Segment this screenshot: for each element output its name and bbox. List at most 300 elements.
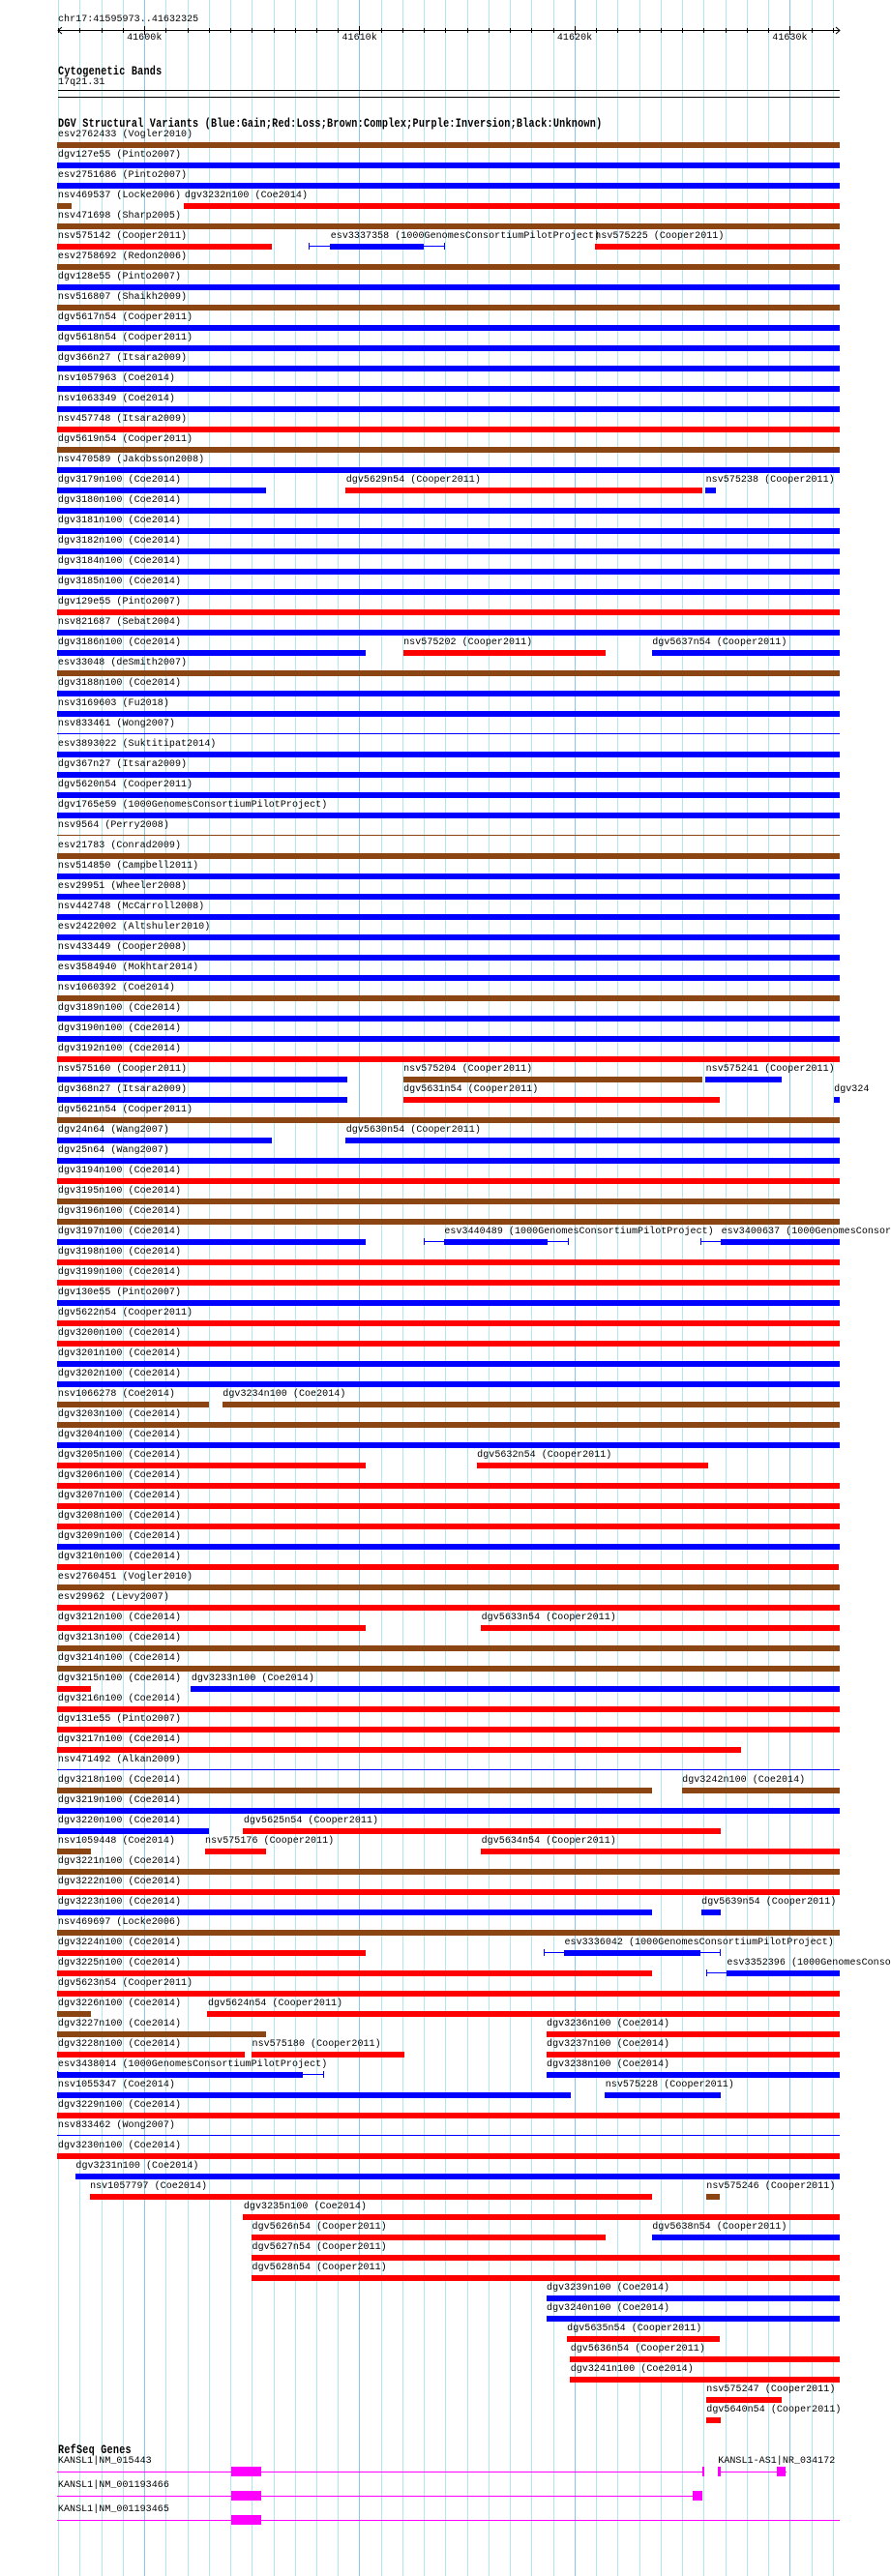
variant-bar[interactable]	[57, 142, 840, 148]
variant-label[interactable]: dgv3182n100 (Coe2014)	[57, 536, 181, 547]
variant-bar[interactable]	[57, 386, 840, 392]
variant-label[interactable]: nsv575176 (Cooper2011)	[205, 1836, 335, 1847]
variant-label[interactable]: dgv366n27 (Itsara2009)	[57, 353, 188, 364]
variant-label[interactable]: nsv516807 (Shaikh2009)	[57, 292, 188, 303]
cytoband-label[interactable]: 17q21.31	[58, 77, 105, 88]
variant-bar[interactable]	[57, 366, 840, 371]
variant-bar[interactable]	[57, 1503, 840, 1509]
variant-label[interactable]: dgv5634n54 (Cooper2011)	[481, 1836, 616, 1847]
variant-bar[interactable]	[57, 163, 840, 168]
variant-bar[interactable]	[345, 488, 702, 493]
variant-label[interactable]: nsv575142 (Cooper2011)	[57, 231, 188, 242]
variant-label[interactable]: dgv3213n100 (Coe2014)	[57, 1633, 181, 1643]
variant-bar[interactable]	[252, 2235, 606, 2240]
variant-bar[interactable]	[481, 1625, 840, 1631]
variant-label[interactable]: esv3440489 (1000GenomesConsortiumPilotProject)	[444, 1227, 714, 1237]
variant-label[interactable]: dgv368n27 (Itsara2009)	[57, 1084, 188, 1095]
variant-label[interactable]: dgv3228n100 (Coe2014)	[57, 2039, 181, 2050]
variant-label[interactable]: dgv367n27 (Itsara2009)	[57, 759, 188, 770]
variant-label[interactable]: dgv5622n54 (Cooper2011)	[57, 1308, 193, 1318]
variant-label[interactable]: nsv575246 (Cooper2011)	[706, 2181, 836, 2192]
variant-label[interactable]: dgv3199n100 (Coe2014)	[57, 1267, 181, 1278]
variant-label[interactable]: nsv1066278 (Coe2014)	[57, 1389, 175, 1400]
variant-bar[interactable]	[243, 2214, 840, 2220]
variant-label[interactable]: nsv575160 (Cooper2011)	[57, 1064, 188, 1075]
variant-label[interactable]: nsv471698 (Sharp2005)	[57, 211, 181, 222]
gene-label[interactable]: KANSL1|NM_001193465	[57, 2504, 169, 2515]
variant-label[interactable]: dgv3222n100 (Coe2014)	[57, 1877, 181, 1887]
variant-bar[interactable]	[57, 1016, 840, 1022]
variant-bar[interactable]	[57, 1828, 208, 1834]
variant-label[interactable]: dgv5638n54 (Cooper2011)	[652, 2222, 787, 2233]
variant-bar[interactable]	[57, 1097, 347, 1103]
variant-bar[interactable]	[57, 569, 840, 575]
variant-bar[interactable]	[57, 1483, 840, 1489]
variant-bar[interactable]	[57, 609, 840, 615]
variant-label[interactable]: dgv3220n100 (Coe2014)	[57, 1816, 181, 1826]
variant-label[interactable]: nsv575241 (Cooper2011)	[705, 1064, 835, 1075]
variant-bar[interactable]	[57, 1077, 347, 1082]
variant-label[interactable]: nsv575180 (Cooper2011)	[252, 2039, 381, 2050]
variant-label[interactable]: dgv3216n100 (Coe2014)	[57, 1694, 181, 1704]
variant-bar[interactable]	[57, 2072, 303, 2078]
variant-label[interactable]: dgv5625n54 (Cooper2011)	[243, 1816, 379, 1826]
variant-bar[interactable]	[57, 894, 840, 900]
variant-bar[interactable]	[57, 975, 840, 981]
variant-bar[interactable]	[403, 1097, 720, 1103]
variant-label[interactable]: dgv130e55 (Pinto2007)	[57, 1288, 181, 1298]
variant-label[interactable]: dgv3242n100 (Coe2014)	[682, 1775, 806, 1786]
variant-line[interactable]	[57, 1769, 840, 1770]
variant-bar[interactable]	[57, 1463, 366, 1468]
variant-bar[interactable]	[207, 2011, 840, 2017]
variant-bar[interactable]	[57, 1930, 840, 1936]
variant-bar[interactable]	[701, 1910, 721, 1915]
variant-label[interactable]: dgv3205n100 (Coe2014)	[57, 1450, 181, 1461]
variant-bar[interactable]	[57, 1361, 840, 1367]
variant-label[interactable]: dgv3197n100 (Coe2014)	[57, 1227, 181, 1237]
variant-bar[interactable]	[57, 1402, 208, 1407]
variant-label[interactable]: dgv24n64 (Wang2007)	[57, 1125, 169, 1136]
variant-label[interactable]: dgv5637n54 (Cooper2011)	[652, 637, 787, 648]
variant-label[interactable]: esv2760451 (Vogler2010)	[57, 1572, 193, 1583]
gene-exon[interactable]	[777, 2467, 786, 2476]
variant-bar[interactable]	[547, 2052, 841, 2058]
variant-bar[interactable]	[345, 1138, 840, 1143]
variant-bar[interactable]	[706, 2417, 721, 2423]
variant-label[interactable]: nsv575204 (Cooper2011)	[403, 1064, 533, 1075]
variant-label[interactable]: dgv3186n100 (Coe2014)	[57, 637, 181, 648]
variant-label[interactable]: dgv3229n100 (Coe2014)	[57, 2100, 181, 2111]
gene-exon[interactable]	[231, 2491, 261, 2501]
variant-label[interactable]: dgv3232n100 (Coe2014)	[184, 191, 308, 201]
variant-label[interactable]: dgv5624n54 (Cooper2011)	[207, 1999, 343, 2009]
variant-label[interactable]: dgv3206n100 (Coe2014)	[57, 1470, 181, 1481]
variant-label[interactable]: esv3337358 (1000GenomesConsortiumPilotProject)	[330, 231, 601, 242]
variant-bar[interactable]	[57, 548, 840, 554]
variant-bar[interactable]	[595, 244, 840, 250]
variant-bar[interactable]	[57, 528, 840, 534]
variant-bar[interactable]	[570, 2356, 840, 2362]
variant-bar[interactable]	[706, 2397, 783, 2403]
variant-bar[interactable]	[57, 305, 840, 311]
variant-label[interactable]: esv29951 (Wheeler2008)	[57, 881, 188, 892]
variant-bar[interactable]	[57, 813, 840, 818]
variant-bar[interactable]	[57, 1341, 840, 1347]
variant-label[interactable]: dgv3235n100 (Coe2014)	[243, 2202, 367, 2212]
variant-bar[interactable]	[57, 1645, 840, 1651]
variant-bar[interactable]	[57, 1808, 840, 1814]
variant-bar[interactable]	[205, 1849, 266, 1854]
variant-label[interactable]: dgv3194n100 (Coe2014)	[57, 1166, 181, 1176]
variant-bar[interactable]	[57, 650, 366, 656]
variant-label[interactable]: dgv3207n100 (Coe2014)	[57, 1491, 181, 1501]
variant-label[interactable]: dgv1765e59 (1000GenomesConsortiumPilotProject)	[57, 800, 328, 811]
variant-label[interactable]: dgv3219n100 (Coe2014)	[57, 1795, 181, 1806]
variant-bar[interactable]	[57, 1849, 90, 1854]
variant-label[interactable]: dgv3236n100 (Coe2014)	[547, 2019, 670, 2029]
variant-label[interactable]: dgv3202n100 (Coe2014)	[57, 1369, 181, 1379]
variant-bar[interactable]	[57, 914, 840, 920]
variant-label[interactable]: dgv5620n54 (Cooper2011)	[57, 780, 193, 790]
variant-bar[interactable]	[252, 2255, 840, 2261]
variant-bar[interactable]	[564, 1950, 700, 1956]
variant-bar[interactable]	[90, 2194, 653, 2200]
variant-label[interactable]: esv3400637 (1000GenomesConsor	[721, 1227, 891, 1237]
variant-label[interactable]: dgv3192n100 (Coe2014)	[57, 1044, 181, 1054]
variant-bar[interactable]	[57, 792, 840, 798]
variant-bar[interactable]	[705, 1077, 782, 1082]
variant-bar[interactable]	[57, 589, 840, 595]
variant-bar[interactable]	[705, 488, 716, 493]
variant-label[interactable]: dgv3215n100 (Coe2014)	[57, 1673, 181, 1684]
variant-bar[interactable]	[547, 2031, 841, 2037]
variant-label[interactable]: dgv3224n100 (Coe2014)	[57, 1938, 181, 1948]
variant-label[interactable]: dgv3223n100 (Coe2014)	[57, 1897, 181, 1908]
variant-label[interactable]: nsv575202 (Cooper2011)	[403, 637, 533, 648]
variant-bar[interactable]	[727, 1970, 840, 1976]
variant-label[interactable]: dgv3198n100 (Coe2014)	[57, 1247, 181, 1258]
variant-label[interactable]: dgv3185n100 (Coe2014)	[57, 577, 181, 587]
variant-label[interactable]: dgv5626n54 (Cooper2011)	[252, 2222, 387, 2233]
variant-label[interactable]: esv3336042 (1000GenomesConsortiumPilotProject)	[564, 1938, 834, 1948]
gene-exon[interactable]	[718, 2467, 721, 2476]
variant-bar[interactable]	[57, 1259, 840, 1265]
variant-label[interactable]: dgv5633n54 (Cooper2011)	[481, 1613, 616, 1623]
variant-bar[interactable]	[721, 1239, 840, 1245]
variant-label[interactable]: nsv833462 (Wong2007)	[57, 2120, 175, 2131]
variant-label[interactable]: esv2422002 (Altshuler2010)	[57, 922, 211, 933]
variant-bar[interactable]	[57, 1199, 840, 1204]
variant-bar[interactable]	[252, 2052, 404, 2058]
variant-label[interactable]: dgv3204n100 (Coe2014)	[57, 1430, 181, 1440]
variant-bar[interactable]	[706, 2194, 720, 2200]
variant-bar[interactable]	[652, 2235, 840, 2240]
variant-label[interactable]: dgv3218n100 (Coe2014)	[57, 1775, 181, 1786]
gene-label[interactable]: KANSL1-AS1|NR_034172	[718, 2456, 836, 2467]
variant-label[interactable]: dgv3203n100 (Coe2014)	[57, 1409, 181, 1420]
variant-label[interactable]: esv3352396 (1000GenomesConso	[727, 1958, 891, 1969]
variant-label[interactable]: nsv575228 (Cooper2011)	[605, 2080, 734, 2090]
variant-bar[interactable]	[75, 2174, 840, 2179]
gene-label[interactable]: KANSL1|NM_015443	[57, 2456, 152, 2467]
variant-label[interactable]: dgv131e55 (Pinto2007)	[57, 1714, 181, 1725]
variant-bar[interactable]	[57, 1422, 840, 1428]
variant-label[interactable]: nsv469537 (Locke2006)	[57, 191, 181, 201]
variant-bar[interactable]	[57, 1910, 652, 1915]
variant-bar[interactable]	[57, 752, 840, 757]
variant-label[interactable]: nsv575238 (Cooper2011)	[705, 475, 835, 486]
variant-label[interactable]: dgv3196n100 (Coe2014)	[57, 1206, 181, 1217]
variant-bar[interactable]	[57, 1381, 840, 1387]
variant-label[interactable]: nsv470589 (Jakobsson2008)	[57, 455, 205, 465]
gene-exon[interactable]	[231, 2467, 261, 2476]
variant-bar[interactable]	[547, 2316, 841, 2322]
variant-bar[interactable]	[57, 1138, 272, 1143]
variant-label[interactable]: dgv3238n100 (Coe2014)	[547, 2059, 670, 2070]
variant-bar[interactable]	[57, 630, 840, 636]
variant-bar[interactable]	[57, 1686, 90, 1692]
variant-label[interactable]: dgv3221n100 (Coe2014)	[57, 1856, 181, 1867]
variant-label[interactable]: dgv3179n100 (Coe2014)	[57, 475, 181, 486]
variant-bar[interactable]	[57, 1300, 840, 1306]
variant-bar[interactable]	[57, 2092, 570, 2098]
variant-bar[interactable]	[57, 1706, 840, 1712]
variant-label[interactable]: dgv3188n100 (Coe2014)	[57, 678, 181, 689]
variant-bar[interactable]	[57, 1625, 366, 1631]
variant-label[interactable]: dgv3212n100 (Coe2014)	[57, 1613, 181, 1623]
variant-bar[interactable]	[547, 2295, 841, 2301]
variant-bar[interactable]	[57, 1666, 840, 1672]
variant-bar[interactable]	[57, 1564, 839, 1570]
variant-label[interactable]: dgv5630n54 (Cooper2011)	[345, 1125, 481, 1136]
variant-label[interactable]: nsv1059448 (Coe2014)	[57, 1836, 175, 1847]
variant-bar[interactable]	[57, 955, 840, 961]
variant-label[interactable]: dgv5632n54 (Cooper2011)	[477, 1450, 612, 1461]
variant-label[interactable]: dgv5618n54 (Cooper2011)	[57, 333, 193, 343]
variant-label[interactable]: esv2751686 (Pinto2007)	[57, 170, 188, 181]
variant-bar[interactable]	[57, 325, 840, 331]
variant-label[interactable]: dgv5619n54 (Cooper2011)	[57, 434, 193, 445]
variant-bar[interactable]	[567, 2336, 720, 2342]
variant-label[interactable]: dgv5639n54 (Cooper2011)	[701, 1897, 837, 1908]
variant-bar[interactable]	[57, 2031, 266, 2037]
variant-label[interactable]: dgv3225n100 (Coe2014)	[57, 1958, 181, 1969]
variant-bar[interactable]	[403, 1077, 702, 1082]
variant-label[interactable]: dgv3237n100 (Coe2014)	[547, 2039, 670, 2050]
variant-line[interactable]	[57, 2135, 840, 2136]
variant-bar[interactable]	[57, 1605, 840, 1611]
variant-label[interactable]: dgv129e55 (Pinto2007)	[57, 597, 181, 607]
variant-bar[interactable]	[652, 650, 840, 656]
variant-bar[interactable]	[682, 1788, 840, 1793]
variant-bar[interactable]	[57, 223, 840, 229]
gene-exon[interactable]	[231, 2515, 261, 2525]
variant-label[interactable]: dgv3200n100 (Coe2014)	[57, 1328, 181, 1339]
variant-bar[interactable]	[57, 2052, 244, 2058]
variant-label[interactable]: dgv3217n100 (Coe2014)	[57, 1734, 181, 1745]
variant-label[interactable]: nsv457748 (Itsara2009)	[57, 414, 188, 425]
variant-bar[interactable]	[57, 1584, 840, 1590]
variant-label[interactable]: esv3584940 (Mokhtar2014)	[57, 962, 199, 973]
variant-bar[interactable]	[57, 508, 840, 514]
variant-bar[interactable]	[184, 203, 840, 209]
variant-bar[interactable]	[57, 873, 840, 879]
variant-label[interactable]: dgv3209n100 (Coe2014)	[57, 1531, 181, 1542]
gene-label[interactable]: KANSL1|NM_001193466	[57, 2480, 169, 2491]
variant-bar[interactable]	[57, 345, 840, 351]
variant-bar[interactable]	[57, 183, 840, 189]
variant-bar[interactable]	[57, 467, 840, 473]
variant-bar[interactable]	[57, 427, 840, 432]
variant-label[interactable]: esv2762433 (Vogler2010)	[57, 130, 193, 140]
variant-bar[interactable]	[547, 2072, 841, 2078]
variant-bar[interactable]	[57, 1889, 840, 1895]
variant-bar[interactable]	[243, 1828, 721, 1834]
variant-label[interactable]: dgv5635n54 (Cooper2011)	[567, 2324, 702, 2334]
variant-label[interactable]: dgv3184n100 (Coe2014)	[57, 556, 181, 567]
variant-label[interactable]: dgv5617n54 (Cooper2011)	[57, 312, 193, 323]
variant-label[interactable]: dgv324	[834, 1084, 870, 1095]
variant-label[interactable]: dgv3240n100 (Coe2014)	[547, 2303, 670, 2314]
variant-bar[interactable]	[191, 1686, 840, 1692]
variant-bar[interactable]	[481, 1849, 840, 1854]
variant-bar[interactable]	[57, 1117, 840, 1123]
variant-label[interactable]: dgv3181n100 (Coe2014)	[57, 516, 181, 526]
variant-bar[interactable]	[252, 2275, 840, 2281]
variant-label[interactable]: dgv3189n100 (Coe2014)	[57, 1003, 181, 1014]
variant-label[interactable]: dgv25n64 (Wang2007)	[57, 1145, 169, 1156]
variant-bar[interactable]	[57, 853, 840, 859]
variant-label[interactable]: nsv575247 (Cooper2011)	[706, 2384, 836, 2395]
variant-label[interactable]: nsv514850 (Campbell2011)	[57, 861, 199, 872]
variant-label[interactable]: nsv442748 (McCarroll2008)	[57, 902, 205, 912]
variant-label[interactable]: nsv575225 (Cooper2011)	[595, 231, 725, 242]
variant-bar[interactable]	[57, 2153, 840, 2159]
variant-label[interactable]: nsv469697 (Locke2006)	[57, 1917, 181, 1928]
variant-label[interactable]: dgv3227n100 (Coe2014)	[57, 2019, 181, 2029]
variant-bar[interactable]	[834, 1097, 840, 1103]
variant-bar[interactable]	[57, 1239, 366, 1245]
variant-label[interactable]: nsv9564 (Perry2008)	[57, 820, 169, 831]
gene-exon[interactable]	[693, 2491, 702, 2501]
variant-label[interactable]: dgv3239n100 (Coe2014)	[547, 2283, 670, 2294]
variant-bar[interactable]	[57, 1056, 840, 1062]
variant-label[interactable]: dgv3230n100 (Coe2014)	[57, 2141, 181, 2151]
variant-label[interactable]: nsv3169603 (Fu2018)	[57, 698, 169, 709]
variant-label[interactable]: dgv3234n100 (Coe2014)	[223, 1389, 346, 1400]
variant-label[interactable]: dgv3201n100 (Coe2014)	[57, 1348, 181, 1359]
variant-label[interactable]: esv21783 (Conrad2009)	[57, 841, 181, 851]
variant-label[interactable]: esv33048 (deSmith2007)	[57, 658, 188, 668]
variant-bar[interactable]	[57, 406, 840, 412]
variant-label[interactable]: dgv127e55 (Pinto2007)	[57, 150, 181, 161]
variant-bar[interactable]	[57, 1280, 840, 1286]
variant-label[interactable]: dgv5636n54 (Cooper2011)	[570, 2344, 705, 2354]
variant-label[interactable]: nsv1057797 (Coe2014)	[90, 2181, 208, 2192]
variant-label[interactable]: dgv3226n100 (Coe2014)	[57, 1999, 181, 2009]
variant-label[interactable]: nsv1055347 (Coe2014)	[57, 2080, 175, 2090]
variant-bar[interactable]	[57, 1544, 840, 1550]
variant-label[interactable]: dgv5629n54 (Cooper2011)	[345, 475, 481, 486]
variant-bar[interactable]	[57, 2113, 840, 2118]
variant-bar[interactable]	[57, 1950, 366, 1956]
variant-label[interactable]: esv3893022 (Suktitipat2014)	[57, 739, 217, 750]
variant-label[interactable]: dgv5628n54 (Cooper2011)	[252, 2263, 387, 2273]
variant-bar[interactable]	[57, 264, 840, 270]
variant-bar[interactable]	[57, 711, 840, 717]
variant-label[interactable]: esv2758692 (Redon2006)	[57, 252, 188, 262]
variant-bar[interactable]	[57, 1442, 840, 1448]
variant-bar[interactable]	[57, 1320, 840, 1326]
variant-bar[interactable]	[57, 772, 840, 778]
variant-label[interactable]: dgv5627n54 (Cooper2011)	[252, 2242, 387, 2253]
variant-label[interactable]: dgv3180n100 (Coe2014)	[57, 495, 181, 506]
variant-label[interactable]: esv3438014 (1000GenomesConsortiumPilotProject)	[57, 2059, 328, 2070]
variant-bar[interactable]	[57, 244, 272, 250]
variant-line[interactable]	[57, 733, 840, 734]
variant-label[interactable]: nsv1057963 (Coe2014)	[57, 373, 175, 384]
variant-bar[interactable]	[57, 1524, 840, 1529]
variant-bar[interactable]	[444, 1239, 548, 1245]
variant-label[interactable]: dgv5623n54 (Cooper2011)	[57, 1978, 193, 1989]
variant-bar[interactable]	[57, 284, 840, 290]
variant-bar[interactable]	[57, 1158, 840, 1164]
variant-bar[interactable]	[57, 203, 71, 209]
variant-line[interactable]	[57, 835, 840, 836]
variant-bar[interactable]	[57, 1727, 840, 1732]
variant-label[interactable]: dgv3190n100 (Coe2014)	[57, 1023, 181, 1034]
variant-bar[interactable]	[57, 995, 840, 1001]
variant-label[interactable]: dgv3214n100 (Coe2014)	[57, 1653, 181, 1664]
variant-bar[interactable]	[57, 1970, 652, 1976]
variant-bar[interactable]	[57, 670, 840, 676]
variant-label[interactable]: dgv3195n100 (Coe2014)	[57, 1186, 181, 1197]
variant-label[interactable]: nsv433449 (Cooper2008)	[57, 942, 188, 953]
variant-label[interactable]: dgv5631n54 (Cooper2011)	[403, 1084, 539, 1095]
variant-bar[interactable]	[57, 1178, 840, 1184]
variant-label[interactable]: nsv1060392 (Coe2014)	[57, 983, 175, 993]
variant-label[interactable]: dgv3208n100 (Coe2014)	[57, 1511, 181, 1522]
gene-exon[interactable]	[702, 2467, 704, 2476]
variant-bar[interactable]	[57, 1219, 840, 1225]
variant-bar[interactable]	[57, 1991, 840, 1997]
variant-bar[interactable]	[57, 1869, 840, 1875]
variant-bar[interactable]	[57, 1036, 840, 1042]
variant-bar[interactable]	[330, 244, 424, 250]
variant-bar[interactable]	[605, 2092, 721, 2098]
variant-bar[interactable]	[57, 447, 840, 453]
variant-label[interactable]: nsv471492 (Alkan2009)	[57, 1755, 181, 1765]
variant-bar[interactable]	[57, 488, 266, 493]
variant-label[interactable]: dgv3241n100 (Coe2014)	[570, 2364, 694, 2375]
variant-bar[interactable]	[57, 2011, 90, 2017]
variant-bar[interactable]	[57, 1788, 652, 1793]
variant-label[interactable]: dgv5621n54 (Cooper2011)	[57, 1105, 193, 1115]
variant-label[interactable]: nsv1063349 (Coe2014)	[57, 394, 175, 404]
variant-label[interactable]: dgv3231n100 (Coe2014)	[75, 2161, 199, 2172]
variant-label[interactable]: nsv821687 (Sebat2004)	[57, 617, 181, 628]
variant-bar[interactable]	[57, 691, 840, 696]
variant-bar[interactable]	[477, 1463, 708, 1468]
variant-label[interactable]: dgv5640n54 (Cooper2011)	[706, 2405, 842, 2415]
variant-bar[interactable]	[223, 1402, 840, 1407]
variant-bar[interactable]	[57, 934, 840, 940]
variant-label[interactable]: dgv128e55 (Pinto2007)	[57, 272, 181, 282]
variant-label[interactable]: esv29962 (Levy2007)	[57, 1592, 169, 1603]
variant-bar[interactable]	[570, 2377, 840, 2383]
variant-label[interactable]: nsv833461 (Wong2007)	[57, 719, 175, 729]
